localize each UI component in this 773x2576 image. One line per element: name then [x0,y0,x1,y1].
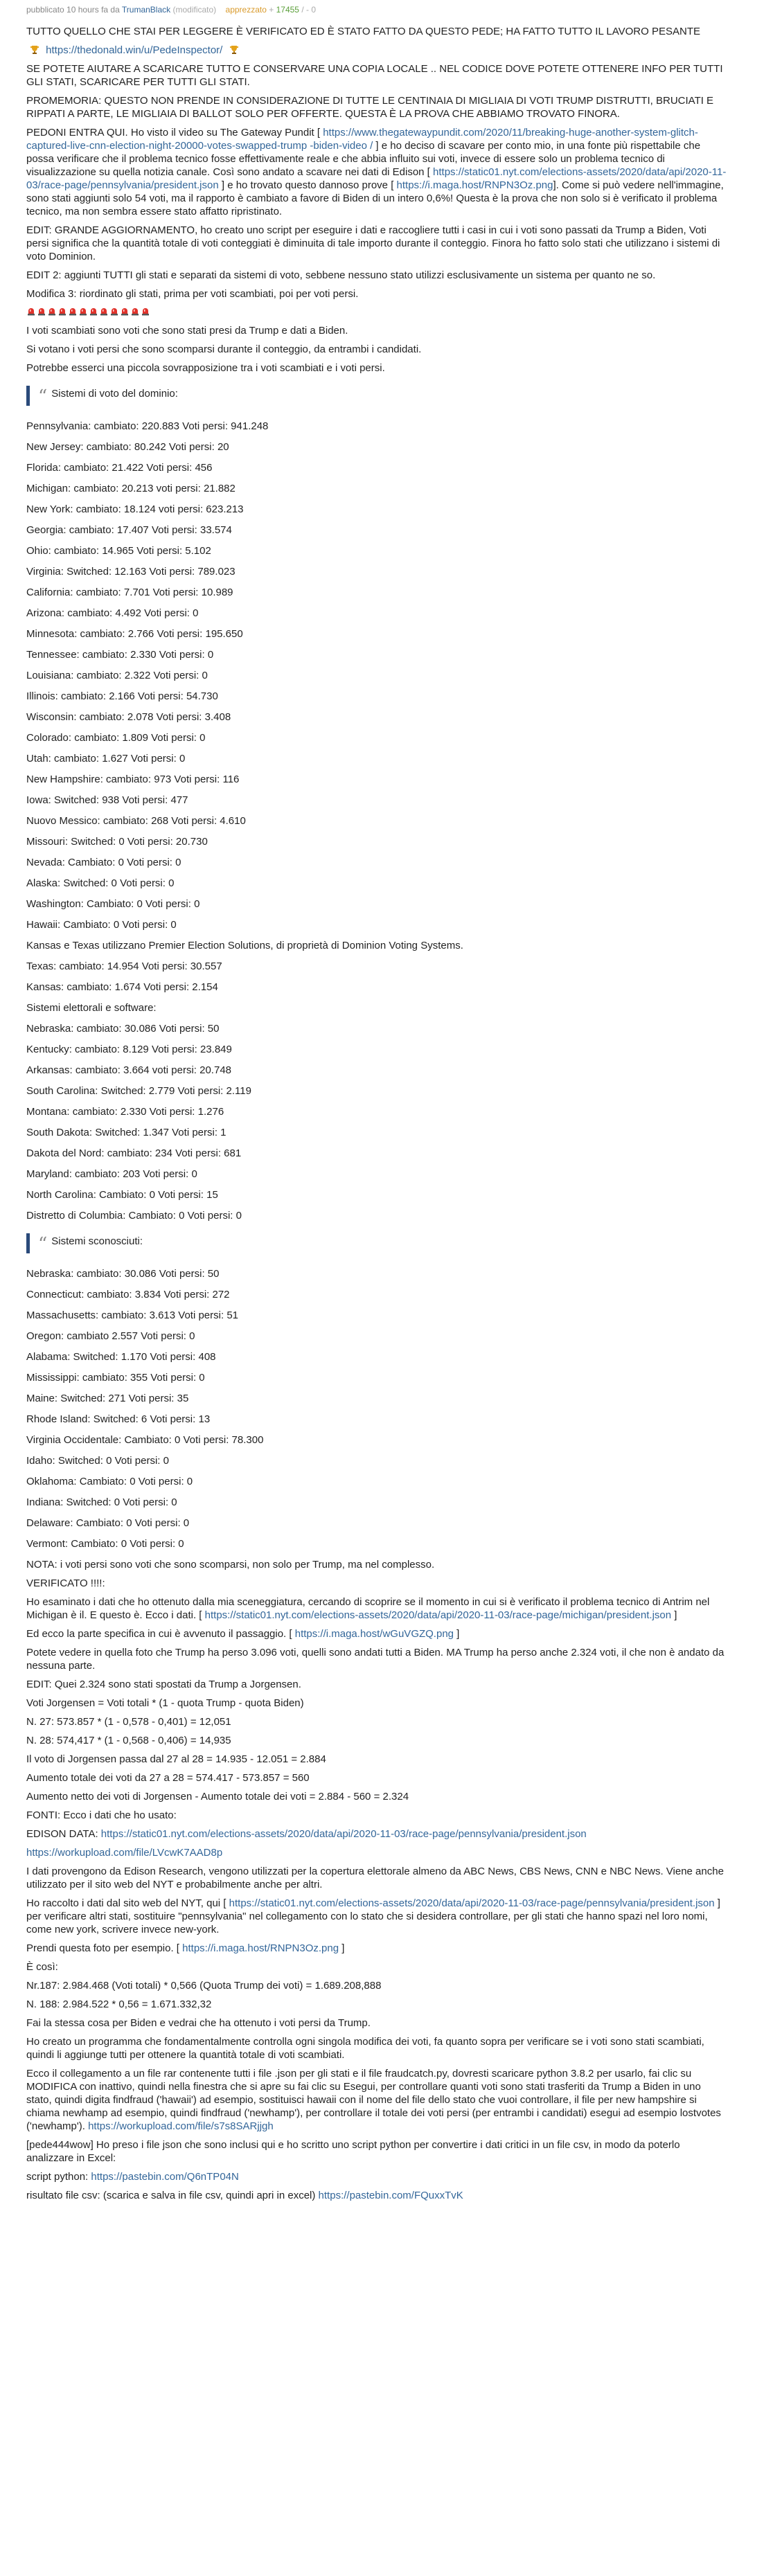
list-item: Nebraska: cambiato: 30.086 Voti persi: 50 [26,1023,220,1035]
raccolto-text-1: Ho raccolto i dati dal sito web del NYT, qui [ [26,1897,229,1909]
esaminato-end: ] [671,1609,677,1621]
raccolto-link[interactable]: https://static01.nyt.com/elections-assets/2020/data/api/2020-11-03/race-page/pennsylvania/president.json [229,1897,715,1909]
calc-jorgensen: Il voto di Jorgensen passa dal 27 al 28 = 14.935 - 12.051 = 2.884 [26,1753,326,1765]
edit1-paragraph: EDIT: GRANDE AGGIORNAMENTO, ho creato uno script per eseguire i dati e raccogliere tutti i casi in cui i voti sono passati da Trump a Biden, Voti persi significa che la quantità totale di voti conteggiati è diminuita di tale importo durante il conteggio. Finora ho fatto solo stati che utilizzano i sistemi di voto Dominion. [26,224,720,262]
edison-json-link[interactable]: https://static01.nyt.com/elections-assets/2020/data/api/2020-11-03/race-page/pennsylvania/president.json [26,166,727,191]
edit3-paragraph: Modifica 3: riordinato gli stati, prima per voti scambiati, poi per voti persi. [26,288,359,300]
overlap-note: Potrebbe esserci una piccola sovrapposizione tra i voti scambiati e i voti persi. [26,362,385,374]
list-item: Sistemi elettorali e software: [26,1002,157,1014]
jorgensen-formula: Voti Jorgensen = Voti totali * (1 - quota Trump - quota Biden) [26,1697,304,1709]
pedoni-text-2: ] e ho deciso di scavare per conto mio, in una fonte più rispettabile che possa verificare che il problema tecnico fosse effettivamente reale e che abbia influito sui voti, invece di essere solo un problema tecnico di visualizzazione su quella notizia canale. Così sono andato a scavare nei dati di Edison [ [26,140,701,178]
list-item: Colorado: cambiato: 1.809 Voti persi: 0 [26,732,206,744]
nota-paragraph: NOTA: i voti persi sono voti che sono scomparsi, non solo per Trump, ma nel complesso. [26,1559,435,1571]
siren-icon [99,306,109,316]
calc-n188: N. 188: 2.984.522 * 0,56 = 1.671.332,32 [26,1998,212,2010]
list-item: North Carolina: Cambiato: 0 Voti persi: 15 [26,1189,218,1201]
pedoni-text-1: PEDONI ENTRA QUI. Ho visto il video su The Gateway Pundit [ [26,127,323,138]
vote-label: apprezzato [225,5,267,15]
siren-icon [141,306,150,316]
list-item: South Carolina: Switched: 2.779 Voti persi: 2.119 [26,1085,251,1097]
e-cosi-label: È così: [26,1961,58,1973]
trophy-icon [29,45,40,55]
raccolto-text-2: ] per verificare altri stati, sostituire "pennsylvania" nel collegamento con lo stato che si desidera controllare, per gli stati che hanno spazi nel loro nomi, come new york, scrivere invece new-york. [26,1897,720,1935]
list-item: Massachusetts: cambiato: 3.613 Voti persi: 51 [26,1309,238,1321]
list-item: Hawaii: Cambiato: 0 Voti persi: 0 [26,919,177,931]
workupload-link[interactable]: https://workupload.com/file/LVcwK7AAD8p [26,1847,223,1859]
passaggio-paragraph [26,1627,727,1640]
dominion-list [26,420,727,1222]
trophy-icon [229,45,240,55]
list-item: Arkansas: cambiato: 3.664 voti persi: 20.748 [26,1064,232,1076]
list-item: Vermont: Cambiato: 0 Voti persi: 0 [26,1538,184,1550]
list-item: Nuovo Messico: cambiato: 268 Voti persi: 4.610 [26,815,246,827]
unknown-heading-quote [26,1233,727,1253]
potete-paragraph: Potete vedere in quella foto che Trump ha perso 3.096 voti, quelli sono andati tutti a Biden. MA Trump ha perso anche 2.324 voti, il che non è andato da nessuna parte. [26,1647,725,1672]
edison-data-label: EDISON DATA: [26,1828,101,1840]
swapped-definition: I voti scambiati sono voti che sono stati presi da Trump e dati a Biden. [26,325,348,337]
passaggio-image-link[interactable]: https://i.maga.host/wGuVGZQ.png [294,1628,454,1640]
list-item: Alaska: Switched: 0 Voti persi: 0 [26,877,175,889]
inspector-link[interactable]: https://thedonald.win/u/PedeInspector/ [46,44,223,56]
list-item: Mississippi: cambiato: 355 Voti persi: 0 [26,1372,205,1384]
siren-icon [26,306,36,316]
gateway-pundit-link[interactable]: https://www.thegatewaypundit.com/2020/11/breaking-huge-another-system-glitch-captured-live-cnn-election-night-20000-votes-swapped-trump -biden-video / [26,127,698,152]
list-item: Kansas: cambiato: 1.674 Voti persi: 2.154 [26,981,218,993]
list-item: Arizona: cambiato: 4.492 Voti persi: 0 [26,607,199,619]
list-item: Minnesota: cambiato: 2.766 Voti persi: 195.650 [26,628,243,640]
list-item: Illinois: cambiato: 2.166 Voti persi: 54.730 [26,690,218,702]
calc-aumento-netto: Aumento netto dei voti di Jorgensen - Aumento totale dei voti = 2.884 - 560 = 2.324 [26,1791,409,1803]
list-item: Utah: cambiato: 1.627 Voti persi: 0 [26,753,186,764]
siren-icon [47,306,57,316]
list-item: Iowa: Switched: 938 Voti persi: 477 [26,794,188,806]
workupload-line [26,1846,727,1859]
inspector-line [26,44,727,57]
save-paragraph: SE POTETE AIUTARE A SCARICARE TUTTO E CONSERVARE UNA COPIA LOCALE .. NEL CODICE DOVE POTETE OTTENERE INFO PER TUTTI GLI STATI, SCARICARE PER TUTTI GLI STATI. [26,63,723,88]
csv-result-label: risultato file csv: (scarica e salva in file csv, quindi apri in excel) [26,2190,319,2201]
list-item: Washington: Cambiato: 0 Voti persi: 0 [26,898,200,910]
list-item: Delaware: Cambiato: 0 Voti persi: 0 [26,1517,190,1529]
list-item: Florida: cambiato: 21.422 Voti persi: 456 [26,462,213,474]
list-item: New York: cambiato: 18.124 voti persi: 623.213 [26,503,244,515]
rar-download-link[interactable]: https://workupload.com/file/s7s8SARjjgh [88,2120,274,2132]
pedoni-text-4: ]. Come si può vedere nell'immagine, sono stati aggiunti solo 54 voti, ma il rapporto è cambiato a favore di Biden di un intero 0,6%! Questa è la prova che non solo si è verificato il problema tecnico, ma non sembra essere stato affatto ripristinato. [26,179,724,217]
siren-icon [37,306,46,316]
calc-aumento: Aumento totale dei voti da 27 a 28 = 574.417 - 573.857 = 560 [26,1772,310,1784]
dominion-heading: Sistemi di voto del dominio: [51,388,178,400]
pedoni-text-3: ] e ho trovato questo dannoso prove [ [218,179,397,191]
edison-data-line [26,1827,727,1841]
edit-jorgensen: EDIT: Quei 2.324 sono stati spostati da Trump a Jorgensen. [26,1679,301,1690]
edison-data-link[interactable]: https://static01.nyt.com/elections-assets/2020/data/api/2020-11-03/race-page/pennsylvania/president.json [100,1828,587,1840]
python-script-label: script python: [26,2171,91,2183]
pastebin-csv-link[interactable]: https://pastebin.com/FQuxxTvK [318,2190,463,2201]
maga-image-link[interactable]: https://i.maga.host/RNPN3Oz.png [396,179,553,191]
prendi-paragraph [26,1942,727,1955]
list-item: Montana: cambiato: 2.330 Voti persi: 1.276 [26,1106,224,1118]
list-item: Indiana: Switched: 0 Voti persi: 0 [26,1496,177,1508]
calc-nr187: Nr.187: 2.984.468 (Voti totali) * 0,566 (Quota Trump dei voti) = 1.689.208,888 [26,1980,382,1992]
michigan-json-link[interactable]: https://static01.nyt.com/elections-assets/2020/data/api/2020-11-03/race-page/michigan/president.json [204,1609,672,1621]
unknown-list [26,1267,727,1550]
quote-icon: “ [38,386,48,407]
passaggio-text: Ed ecco la parte specifica in cui è avvenuto il passaggio. [ [26,1628,295,1640]
siren-icon [78,306,88,316]
list-item: Tennessee: cambiato: 2.330 Voti persi: 0 [26,649,214,661]
siren-icon [89,306,98,316]
list-item: Alabama: Switched: 1.170 Voti persi: 408 [26,1351,216,1363]
creato-paragraph: Ho creato un programma che fondamentalmente controlla ogni singola modifica dei voti, fa quanto sopra per verificare se i voti sono stati scambiati, quindi li aggiunge tutti per ottenere la quantità totale di voti scambiati. [26,2036,704,2061]
post-meta: pubblicato 10 hours fa da TrumanBlack (modificato) apprezzato + 17455 / - 0 [26,5,317,15]
esaminato-text: Ho esaminato i dati che ho ottenuto dalla mia sceneggiatura, cercando di scoprire se il momento in cui si è verificato il problema tecnico di Antrim nel Michigan è il. E questo è. Ecco i dati. [ [26,1596,710,1621]
rar-paragraph [26,2067,727,2133]
quote-icon: “ [38,1234,48,1255]
list-item: Oregon: cambiato 2.557 Voti persi: 0 [26,1330,195,1342]
promemoria-paragraph: PROMEMORIA: QUESTO NON PRENDE IN CONSIDERAZIONE DI TUTTE LE CENTINAIA DI MIGLIAIA DI VOTI TRUMP DISTRUTTI, BRUCIATI E RIPPATI A PARTE, LE MIGLIAIA DI BALLOT SOLO PER OFFERTE. QUESTA È LA PROVA CHE ABBIAMO TROVATO FINORA. [26,95,714,120]
list-item: Oklahoma: Cambiato: 0 Voti persi: 0 [26,1476,193,1487]
list-item: Maine: Switched: 271 Voti persi: 35 [26,1393,189,1404]
list-item: New Jersey: cambiato: 80.242 Voti persi: 20 [26,441,229,453]
list-item: Rhode Island: Switched: 6 Voti persi: 13 [26,1413,211,1425]
list-item: Pennsylvania: cambiato: 220.883 Voti persi: 941.248 [26,420,269,432]
list-item: Idaho: Switched: 0 Voti persi: 0 [26,1455,169,1467]
list-item: Connecticut: cambiato: 3.834 Voti persi: 272 [26,1289,230,1300]
list-item: Dakota del Nord: cambiato: 234 Voti persi: 681 [26,1147,242,1159]
fai-paragraph: Fai la stessa cosa per Biden e vedrai che ha ottenuto i voti persi da Trump. [26,2017,371,2029]
passaggio-end: ] [454,1628,460,1640]
lost-definition: Si votano i voti persi che sono scomparsi durante il conteggio, da entrambi i candidati. [26,343,422,355]
list-item: Louisiana: cambiato: 2.322 Voti persi: 0 [26,670,208,681]
list-item: Kentucky: cambiato: 8.129 Voti persi: 23.849 [26,1044,232,1055]
list-item: Maryland: cambiato: 203 Voti persi: 0 [26,1168,197,1180]
siren-icon [68,306,78,316]
list-item: Ohio: cambiato: 14.965 Voti persi: 5.102 [26,545,211,557]
list-item: New Hampshire: cambiato: 973 Voti persi: 116 [26,773,240,785]
calc-n27: N. 27: 573.857 * (1 - 0,578 - 0,401) = 12,051 [26,1716,231,1728]
list-item: Virginia: Switched: 12.163 Voti persi: 789.023 [26,566,236,578]
prendi-end: ] [339,1942,345,1954]
siren-row [26,306,727,317]
modified-label: (modificato) [172,5,217,15]
prendi-text: Prendi questa foto per esempio. [ [26,1942,183,1954]
prendi-image-link[interactable]: https://i.maga.host/RNPN3Oz.png [182,1942,339,1954]
list-item: Michigan: cambiato: 20.213 voti persi: 21.882 [26,483,236,494]
siren-icon [109,306,119,316]
unknown-heading: Sistemi sconosciuti: [51,1235,143,1247]
dati-provengono: I dati provengono da Edison Research, vengono utilizzati per la copertura elettorale almeno da ABC News, CBS News, CNN e NBC News. Viene anche utilizzato per il sito web del NYT e probabilmente anche per altri. [26,1866,724,1890]
esaminato-paragraph [26,1595,727,1622]
list-item: California: cambiato: 7.701 Voti persi: 10.989 [26,587,233,598]
author-link[interactable]: TrumanBlack [121,5,171,15]
list-item: Nevada: Cambiato: 0 Voti persi: 0 [26,857,181,868]
list-item: Distretto di Columbia: Cambiato: 0 Voti persi: 0 [26,1210,242,1222]
pastebin-script-link[interactable]: https://pastebin.com/Q6nTP04N [91,2171,239,2183]
post-meta-prefix: pubblicato 10 hours fa da [26,5,120,15]
list-item: Missouri: Switched: 0 Voti persi: 20.730 [26,836,208,848]
pedoni-paragraph [26,126,727,218]
dominion-heading-quote [26,386,727,406]
siren-icon [120,306,130,316]
list-item: Kansas e Texas utilizzano Premier Election Solutions, di proprietà di Dominion Voting Systems. [26,940,463,951]
pede444-paragraph: [pede444wow] Ho preso i file json che sono inclusi qui e ho scritto uno script python per convertire i dati critici in un file csv, in modo da poterlo analizzare in Excel: [26,2139,680,2164]
list-item: Virginia Occidentale: Cambiato: 0 Voti persi: 78.300 [26,1434,264,1446]
rar-text: Ecco il collegamento a un file rar contenente tutti i file .json per gli stati e il file fraudcatch.py, dovresti scaricare python 3.8.2 per usarlo, fai clic su MODIFICA con inattivo, quindi nella finestra che si apre su fai clic su Esegui, per controllare quanti voti sono stati trasferiti da Trump a Biden in uno stato, quindi digita findfraud ('hawaii') ad esempio, sostituisci hawaii con il nome del file dello stato che vuoi controllare, il file per new hampshire si chiama newhamp ad esempio, quindi findfraud ('newhamp'), per controllare il totale dei voti persi (per entrambi i candidati) esegui ad esempio lostvotes ('newhamp'). [26,2068,721,2132]
list-item: Wisconsin: cambiato: 2.078 Voti persi: 3.408 [26,711,231,723]
siren-icon [57,306,67,316]
verificato-label: VERIFICATO !!!!: [26,1577,105,1589]
verified-heading: TUTTO QUELLO CHE STAI PER LEGGERE È VERIFICATO ED È STATO FATTO DA QUESTO PEDE; HA FATTO TUTTO IL LAVORO PESANTE [26,26,700,37]
edit2-paragraph: EDIT 2: aggiunti TUTTI gli stati e separati da sistemi di voto, sebbene nessuno stato utilizzi esclusivamente un sistema per quanto ne so. [26,269,656,281]
upvote-count: 17455 [276,5,299,15]
list-item: Georgia: cambiato: 17.407 Voti persi: 33.574 [26,524,232,536]
vote-separator: / [301,5,304,15]
python-script-line [26,2170,727,2183]
siren-icon [130,306,140,316]
csv-result-line [26,2189,727,2202]
calc-n28: N. 28: 574,417 * (1 - 0,568 - 0,406) = 14,935 [26,1735,231,1746]
downvote-count: 0 [311,5,317,15]
fonti-label: FONTI: Ecco i dati che ho usato: [26,1809,177,1821]
list-item: South Dakota: Switched: 1.347 Voti persi: 1 [26,1127,226,1138]
raccolto-paragraph [26,1897,727,1936]
list-item: Texas: cambiato: 14.954 Voti persi: 30.557 [26,960,222,972]
list-item: Nebraska: cambiato: 30.086 Voti persi: 50 [26,1268,220,1280]
